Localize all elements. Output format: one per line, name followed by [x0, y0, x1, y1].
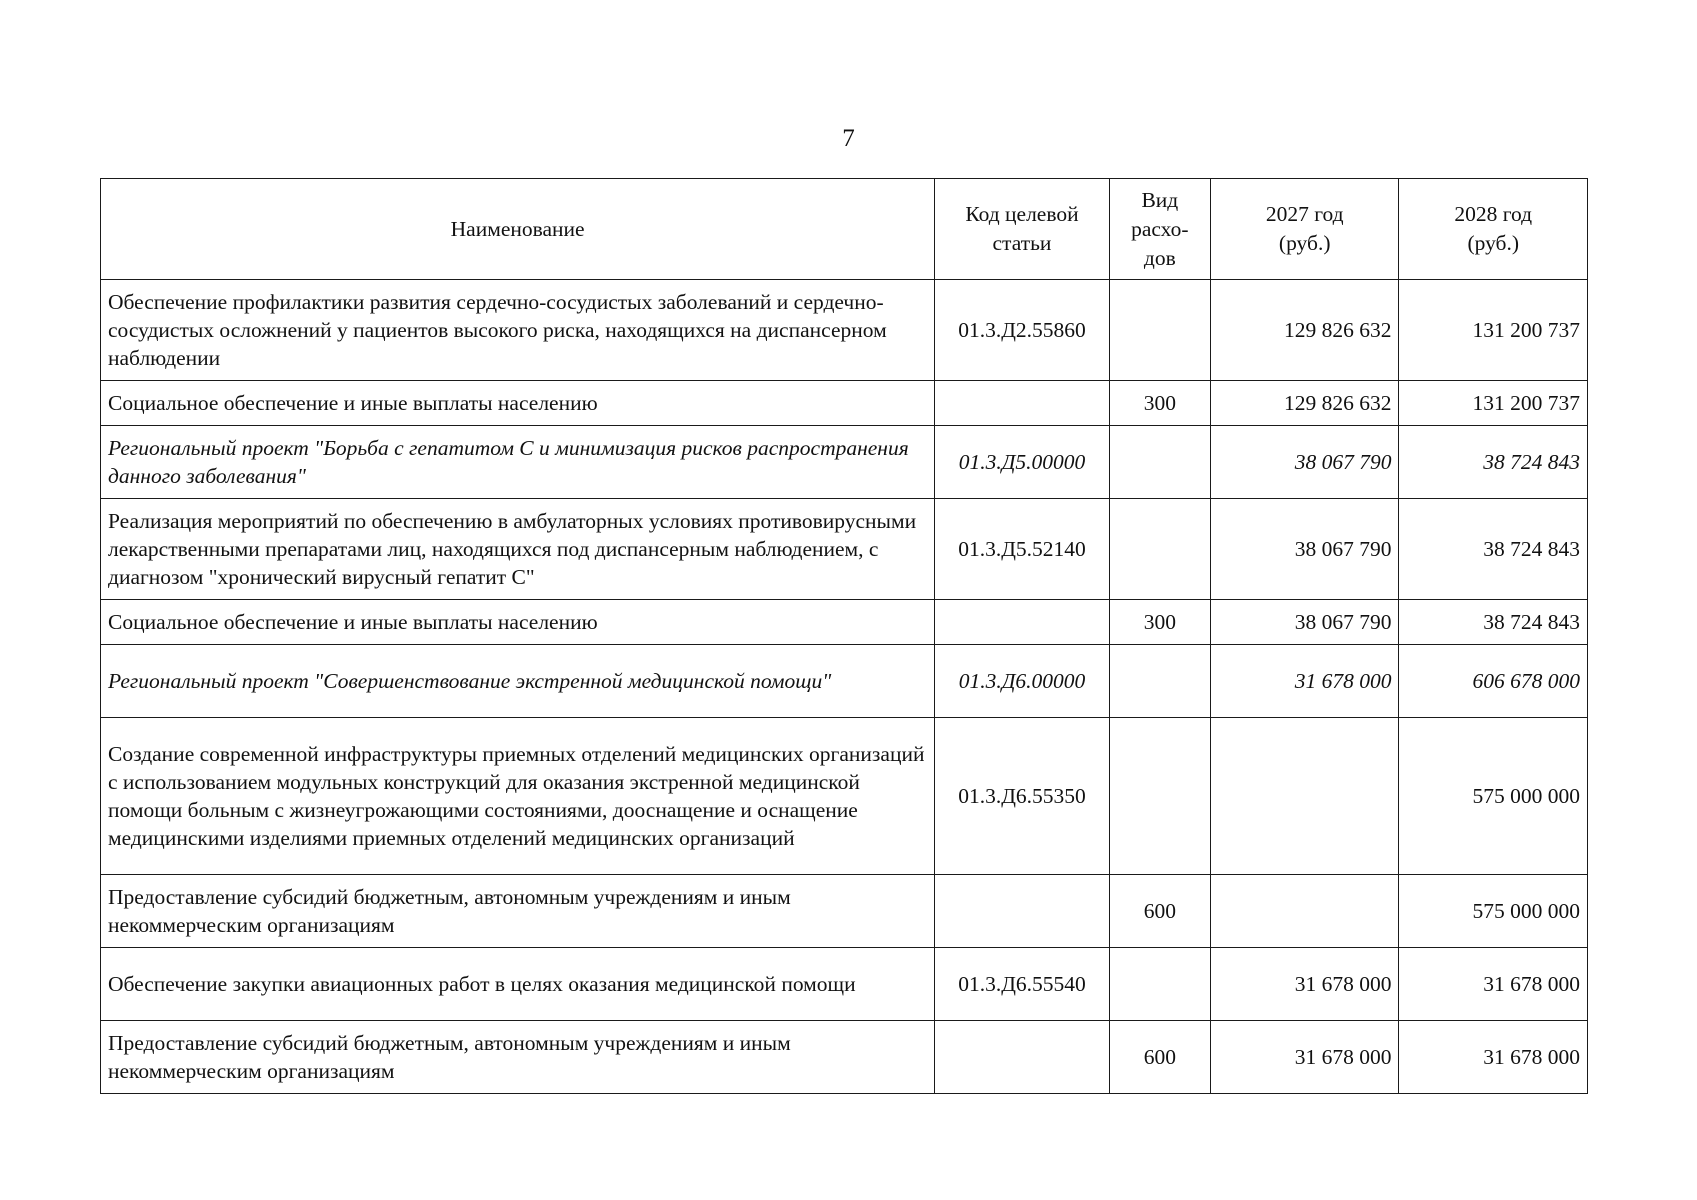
cell-code [935, 1021, 1109, 1094]
cell-name: Обеспечение профилактики развития сердечно-сосудистых заболеваний и сердечно-сосудистых осложнений у пациентов высокого риска, находящихся на диспансерном наблюдении [101, 280, 935, 381]
cell-2027: 129 826 632 [1210, 280, 1399, 381]
header-name: Наименование [101, 179, 935, 280]
cell-name: Региональный проект "Борьба с гепатитом С и минимизация рисков распространения данного заболевания" [101, 426, 935, 499]
cell-name: Региональный проект "Совершенствование экстренной медицинской помощи" [101, 645, 935, 718]
cell-2027: 38 067 790 [1210, 426, 1399, 499]
cell-2028: 575 000 000 [1399, 718, 1588, 875]
cell-2028: 606 678 000 [1399, 645, 1588, 718]
page-number: 7 [842, 125, 855, 152]
cell-code: 01.3.Д6.00000 [935, 645, 1109, 718]
cell-2027: 31 678 000 [1210, 1021, 1399, 1094]
cell-code: 01.3.Д2.55860 [935, 280, 1109, 381]
cell-2028: 38 724 843 [1399, 426, 1588, 499]
cell-name: Обеспечение закупки авиационных работ в целях оказания медицинской помощи [101, 948, 935, 1021]
cell-2027: 38 067 790 [1210, 600, 1399, 645]
cell-2027: 31 678 000 [1210, 948, 1399, 1021]
cell-name: Предоставление субсидий бюджетным, автономным учреждениям и иным некоммерческим организациям [101, 875, 935, 948]
cell-code: 01.3.Д6.55350 [935, 718, 1109, 875]
cell-name: Социальное обеспечение и иные выплаты населению [101, 381, 935, 426]
cell-2028: 38 724 843 [1399, 499, 1588, 600]
cell-name: Предоставление субсидий бюджетным, автономным учреждениям и иным некоммерческим организациям [101, 1021, 935, 1094]
table-row [101, 600, 1588, 645]
cell-2028: 31 678 000 [1399, 948, 1588, 1021]
cell-2028: 38 724 843 [1399, 600, 1588, 645]
header-2028: 2028 год (руб.) [1399, 179, 1588, 280]
cell-kind: 300 [1109, 381, 1210, 426]
cell-kind [1109, 948, 1210, 1021]
cell-2028: 31 678 000 [1399, 1021, 1588, 1094]
header-2027: 2027 год (руб.) [1210, 179, 1399, 280]
header-kind: Вид расхо- дов [1109, 179, 1210, 280]
budget-table [100, 178, 1588, 1094]
cell-code [935, 600, 1109, 645]
cell-kind [1109, 645, 1210, 718]
table-row [101, 875, 1588, 948]
table-row [101, 948, 1588, 1021]
cell-kind: 600 [1109, 875, 1210, 948]
cell-2027 [1210, 718, 1399, 875]
cell-kind [1109, 718, 1210, 875]
cell-kind [1109, 499, 1210, 600]
table-row [101, 718, 1588, 875]
cell-2027: 129 826 632 [1210, 381, 1399, 426]
table-row [101, 280, 1588, 381]
cell-code [935, 875, 1109, 948]
header-code: Код целевой статьи [935, 179, 1109, 280]
cell-2028: 131 200 737 [1399, 280, 1588, 381]
cell-2027 [1210, 875, 1399, 948]
cell-2028: 131 200 737 [1399, 381, 1588, 426]
table-row [101, 645, 1588, 718]
table-row [101, 1021, 1588, 1094]
cell-name: Реализация мероприятий по обеспечению в амбулаторных условиях противовирусными лекарственными препаратами лиц, находящихся под диспансерным наблюдением, с диагнозом "хронический вирусный гепатит С" [101, 499, 935, 600]
cell-code: 01.3.Д6.55540 [935, 948, 1109, 1021]
cell-kind [1109, 280, 1210, 381]
cell-name: Социальное обеспечение и иные выплаты населению [101, 600, 935, 645]
cell-kind [1109, 426, 1210, 499]
cell-2027: 31 678 000 [1210, 645, 1399, 718]
cell-2028: 575 000 000 [1399, 875, 1588, 948]
table-row [101, 426, 1588, 499]
cell-code: 01.3.Д5.00000 [935, 426, 1109, 499]
cell-name: Создание современной инфраструктуры приемных отделений медицинских организаций с использованием модульных конструкций для оказания экстренной медицинской помощи больным с жизнеугрожающими состояниями, дооснащение и оснащение медицинскими изделиями приемных отделений медицинских организаций [101, 718, 935, 875]
header-row [101, 179, 1588, 280]
table-row [101, 381, 1588, 426]
cell-kind: 300 [1109, 600, 1210, 645]
cell-code [935, 381, 1109, 426]
cell-code: 01.3.Д5.52140 [935, 499, 1109, 600]
cell-kind: 600 [1109, 1021, 1210, 1094]
cell-2027: 38 067 790 [1210, 499, 1399, 600]
table-row [101, 499, 1588, 600]
